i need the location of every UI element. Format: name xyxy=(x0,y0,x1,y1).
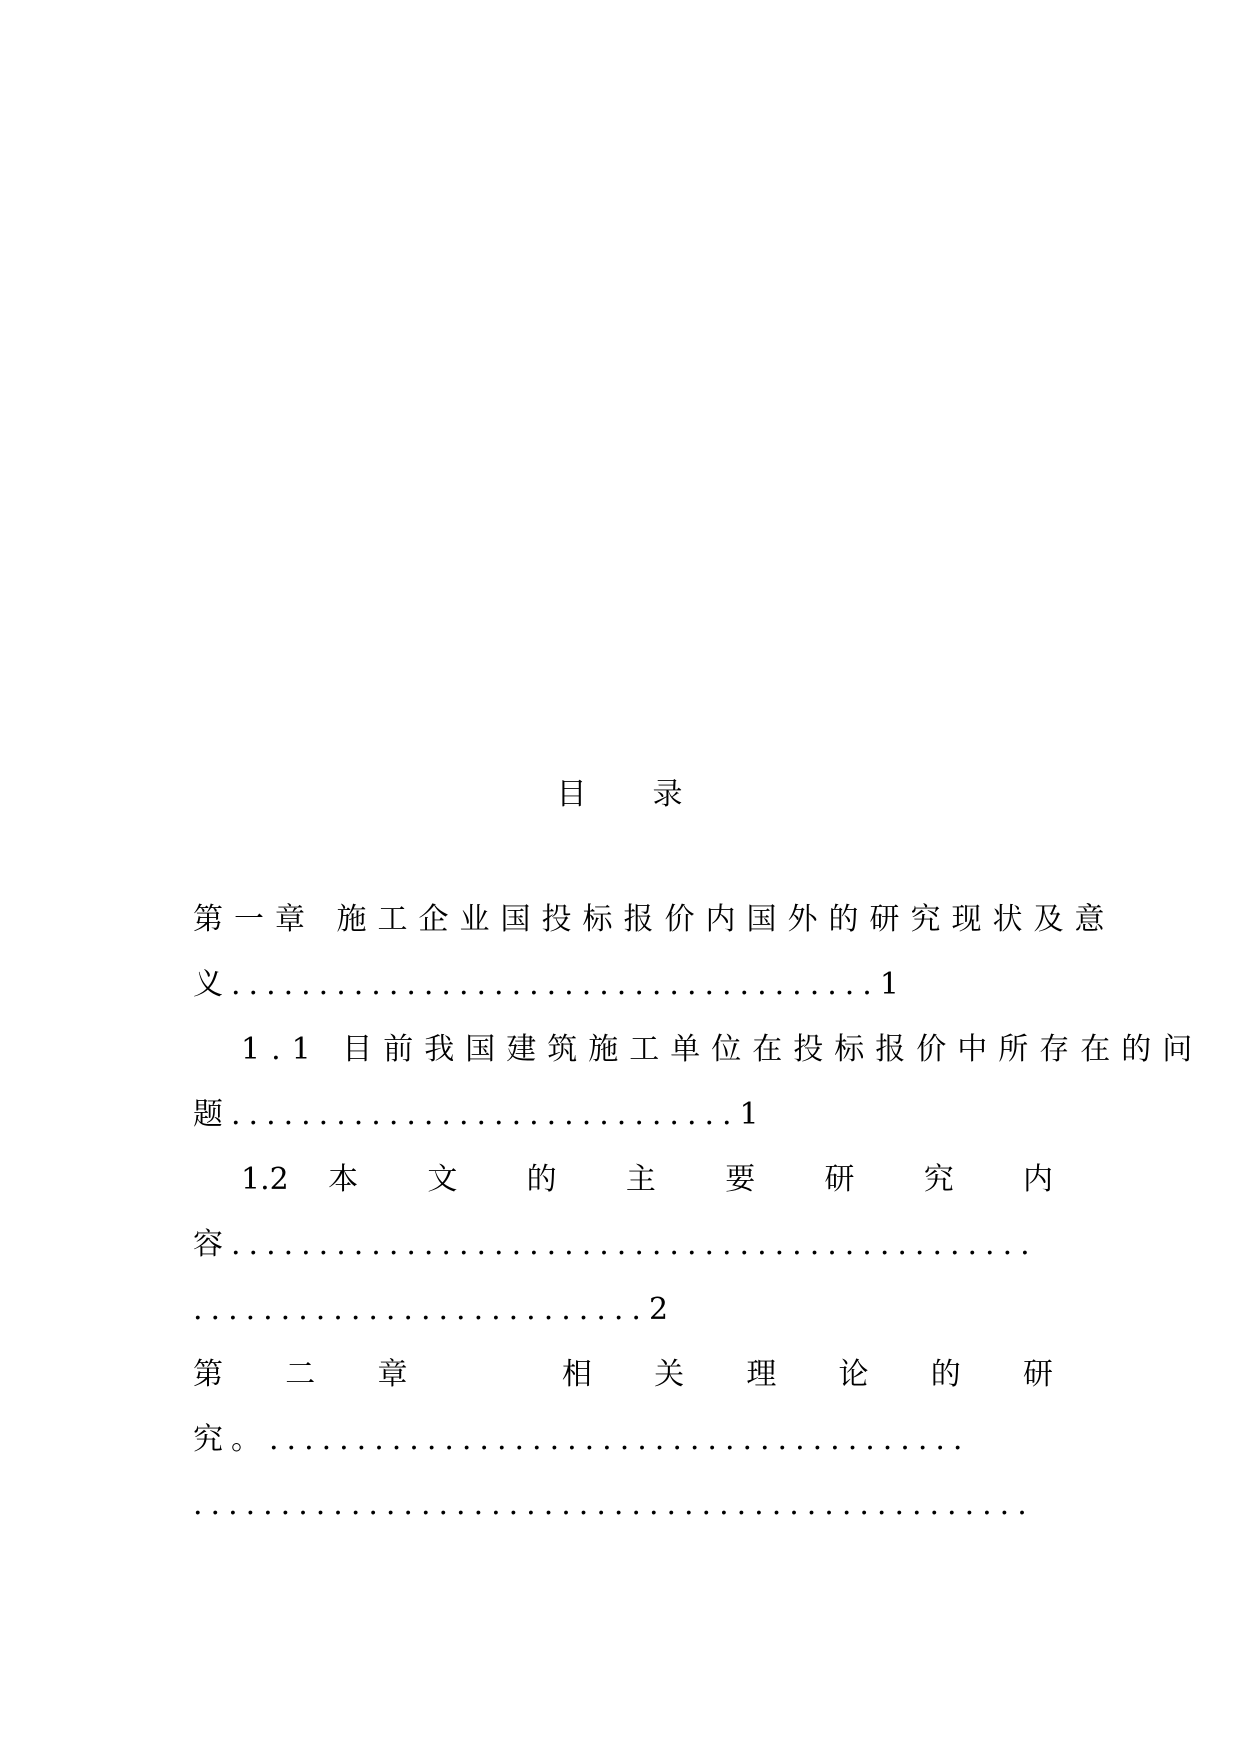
toc-section-1-1-line-1: 1.1 目前我国建筑施工单位在投标报价中所存在的问 xyxy=(241,1032,1204,1067)
toc-chapter-1-line-1: 第一章 施工企业国投标报价内国外的研究现状及意 xyxy=(193,902,1116,937)
toc-chapter-2-line-2: 究。........................................ xyxy=(193,1422,971,1457)
toc-chapter-2-line-1: 第 二 章 相 关 理 论 的 研 xyxy=(193,1357,1053,1392)
toc-title: 目 录 xyxy=(556,777,685,812)
toc-section-1-1-line-2: 题.............................1 xyxy=(193,1097,767,1132)
toc-chapter-2-line-3: ................................................ xyxy=(193,1487,1035,1522)
toc-chapter-1-line-2: 义.....................................1 xyxy=(193,967,907,1002)
toc-section-1-2-line-1: 1.2 本 文 的 主 要 研 究 内 xyxy=(241,1162,1053,1197)
toc-section-1-2-line-3: ..........................2 xyxy=(193,1292,677,1327)
toc-section-1-2-line-2: 容.............................................. xyxy=(193,1227,1038,1262)
